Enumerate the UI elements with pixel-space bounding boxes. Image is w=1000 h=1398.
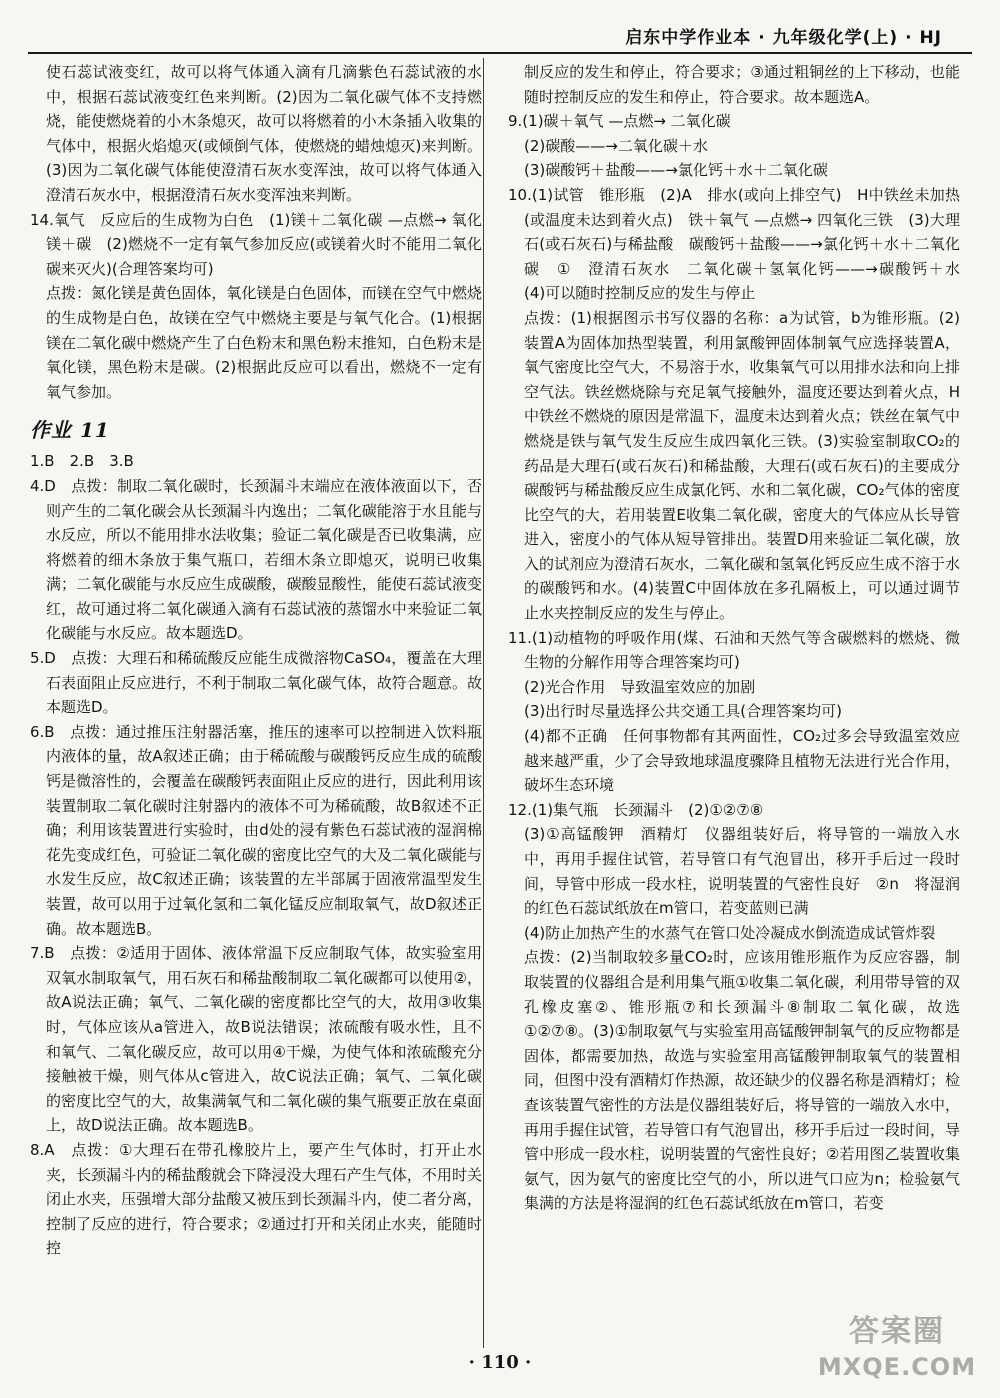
answer-paragraph: 点拨：氮化镁是黄色固体，氧化镁是白色固体，而镁在空气中燃烧的生成物是白色，故镁在空气中燃烧主要是与氧气化合。(1)根据镁在二氧化碳中燃烧产生了白色粉末和黑色粉末推知，白色粉末是氧化镁，黑色粉末是碳。(2)根据此反应可以看出，燃烧不一定有氧气参加。 <box>46 284 482 401</box>
header-title: 启东中学作业本 · 九年级化学(上) · HJ <box>625 28 942 48</box>
answer-paragraph: 点拨：(1)根据图示书写仪器的名称：a为试管，b为锥形瓶。(2)装置A为固体加热型装置，利用氯酸钾固体制氧气应选择装置A，氧气密度比空气大，不易溶于水，收集氧气可以用排水法和向上排空气法。铁丝燃烧除与充足氧气接触外，温度还要达到着火点，H中铁丝不燃烧的原因是常温下，温度未达到着火点；铁丝在氧气中燃烧是铁与氧气发生反应生成四氧化三铁。(3)实验室制取CO₂的药品是大理石(或石灰石)和稀盐酸，大理石(或石灰石)的主要成分碳酸钙与稀盐酸反应生成氯化钙、水和二氧化碳，CO₂气体的密度比空气的大，若用装置E收集二氧化碳，密度大的气体应从长导管进入，密度小的气体从短导管排出。装置D用来验证二氧化碳，放入的试剂应为澄清石灰水，二氧化碳和氢氧化钙反应生成不溶于水的碳酸钙和水。(4)装置C中固体放在多孔隔板上，可以通过调节止水夹控制反应的发生与停止。 <box>524 308 960 623</box>
answer-item: 1.B 2.B 3.B <box>30 452 134 471</box>
left-column <box>30 60 482 1261</box>
column-divider <box>483 58 484 1348</box>
answer-item: 14.氧气 反应后的生成物为白色 (1)镁＋二氧化碳 —点燃→ 氧化镁＋碳 (2)燃烧不一定有氧气参加反应(或镁着火时不能用二氧化碳来灭火)(合理答案均可) <box>30 210 482 278</box>
watermark-text: 答案圈 <box>849 1314 945 1349</box>
answer-item: 4.D 点拨：制取二氧化碳时，长颈漏斗末端应在液体液面以下，否则产生的二氧化碳会从长颈漏斗内逸出；二氧化碳能溶于水且能与水反应，所以不能用排水法收集；验证二氧化碳是否已收集满，应将燃着的细木条放于集气瓶口，若细木条立即熄灭，说明已收集满；二氧化碳能与水反应生成碳酸，碳酸显酸性，能使石蕊试液变红，故可通过将二氧化碳通入滴有石蕊试液的蒸馏水中来验证二氧化碳能与水反应。故本题选D。 <box>30 476 482 643</box>
answer-paragraph: (4)都不正确 任何事物都有其两面性，CO₂过多会导致温室效应越来越严重，少了会导致地球温度骤降且植物无法进行光合作用，破坏生态环境 <box>524 727 960 795</box>
answer-item: 11.(1)动植物的呼吸作用(煤、石油和天然气等含碳燃料的燃烧、微生物的分解作用等合理答案均可) <box>508 628 960 672</box>
watermark-logo <box>812 1312 982 1390</box>
watermark-url: MXQE.COM <box>817 1353 977 1381</box>
answer-item: 9.(1)碳＋氧气 —点燃→ 二氧化碳 <box>508 112 731 131</box>
answer-paragraph: 使石蕊试液变红，故可以将气体通入滴有几滴紫色石蕊试液的水中，根据石蕊试液变红色来判断。(2)因为二氧化碳气体不支持燃烧，能使燃烧着的小木条熄灭，故可以将燃着的小木条插入收集的气体中，根据火焰熄灭(或倾倒气体，使燃烧的蜡烛熄灭)来判断。(3)因为二氧化碳气体能使澄清石灰水变浑浊，故可以将气体通入澄清石灰水中，根据澄清石灰水变浑浊来判断。 <box>46 63 482 204</box>
answer-paragraph: (2)光合作用 导致温室效应的加剧 <box>524 677 756 696</box>
page-number: · 110 · <box>468 1352 532 1373</box>
answer-item: 8.A 点拨：①大理石在带孔橡胶片上，要产生气体时，打开止水夹，长颈漏斗内的稀盐酸就会下降浸没大理石产生气体，不用时关闭止水夹，压强增大部分盐酸又被压到长颈漏斗内，使二者分离，控制了反应的进行，符合要求；②通过打开和关闭止水夹，能随时控 <box>30 1140 482 1258</box>
answer-item: 7.B 点拨：②适用于固体、液体常温下反应制取气体，故实验室用双氧水制取氧气，用石灰石和稀盐酸制取二氧化碳都可以使用②，故A说法正确；氧气、二氧化碳的密度都比空气的大，故用③收集时，气体应该从a管进入，故B说法错误；浓硫酸有吸水性，且不和氧气、二氧化碳反应，故可以用④干燥，为使气体和浓硫酸充分接触被干燥，则气体从c管进入，故C说法正确；氧气、二氧化碳的密度比空气的大，故集满氧气和二氧化碳的集气瓶要正放在桌面上，故D说法正确。故本题选B。 <box>30 944 482 1135</box>
answer-paragraph: (3)碳酸钙＋盐酸——→氯化钙＋水＋二氧化碳 <box>524 161 828 180</box>
answer-paragraph: (3)出行时尽量选择公共交通工具(合理答案均可) <box>524 702 842 721</box>
answer-paragraph: (4)防止加热产生的水蒸气在管口处冷凝成水倒流造成试管炸裂 <box>524 923 936 942</box>
answer-item: 5.D 点拨：大理石和稀硫酸反应能生成微溶物CaSO₄，覆盖在大理石表面阻止反应进行，不利于制取二氧化碳气体，故符合题意。故本题选D。 <box>30 649 482 717</box>
page-header <box>28 20 972 54</box>
answer-item: 10.(1)试管 锥形瓶 (2)A 排水(或向上排空气) H中铁丝未加热(或温度未达到着火点) 铁＋氧气 —点燃→ 四氧化三铁 (3)大理石(或石灰石)与稀盐酸 碳酸钙＋盐酸——→氯化钙＋水＋二氧化碳 ① 澄清石灰水 二氧化碳＋氢氧化钙——→碳酸钙＋水 (4)可以随时控制反应的发生与停止 <box>508 185 976 303</box>
answer-paragraph: (3)①高锰酸钾 酒精灯 仪器组装好后，将导管的一端放入水中，再用手握住试管，若导管口有气泡冒出，移开手后过一段时间，导管中形成一段水柱，说明装置的气密性良好 ②n 将湿润的红色石蕊试纸放在m管口，若变蓝则已满 <box>524 825 960 918</box>
answer-item: 6.B 点拨：通过推压注射器活塞，推压的速率可以控制进入饮料瓶内液体的量，故A叙述正确；由于稀硫酸与碳酸钙反应生成的硫酸钙是微溶性的，会覆盖在碳酸钙表面阻止反应的进行，因此利用该装置制取二氧化碳时注射器内的液体不可为稀硫酸，故B叙述不正确；利用该装置进行实验时，由d处的浸有紫色石蕊试液的湿润棉花先变成红色，可验证二氧化碳的密度比空气的大及二氧化碳能与水发生反应，故C叙述正确；该装置的左半部属于固液常温型发生装置，故可以用于过氧化氢和二氧化锰反应制取氧气，故D叙述正确。故本题选B。 <box>30 722 482 938</box>
answer-paragraph: 制反应的发生和停止，符合要求；③通过粗铜丝的上下移动，也能随时控制反应的发生和停止，符合要求。故本题选A。 <box>524 63 960 106</box>
answer-paragraph: (2)碳酸——→二氧化碳＋水 <box>524 136 708 155</box>
answer-paragraph: 点拨：(2)当制取较多量CO₂时，应该用锥形瓶作为反应容器，制取装置的仪器组合是利用集气瓶①收集二氧化碳，利用带导管的双孔橡皮塞②、锥形瓶⑦和长颈漏斗⑧制取二氧化碳，故选①②⑦⑧。(3)①制取氨气与实验室用高锰酸钾制氧气的反应物都是固体，都需要加热，故选与实验室用高锰酸钾制取氧气的装置相同，但图中没有酒精灯作热源，故还缺少的仪器名称是酒精灯；检查该装置气密性的方法是仪器组装好后，将导管的一端放入水中，再用手握住试管，若导管口有气泡冒出，移开手后过一段时间，导管中形成一段水柱，说明装置的气密性良好；②若用图乙装置收集氨气，因为氨气的密度比空气的小，所以进气口应为n；检验氨气集满的方法是将湿润的红色石蕊试纸放在m管口，若变 <box>524 948 960 1213</box>
section-heading: 作业 11 <box>30 418 110 443</box>
right-column <box>508 60 976 1216</box>
answer-item: 12.(1)集气瓶 长颈漏斗 (2)①②⑦⑧ <box>508 800 764 819</box>
